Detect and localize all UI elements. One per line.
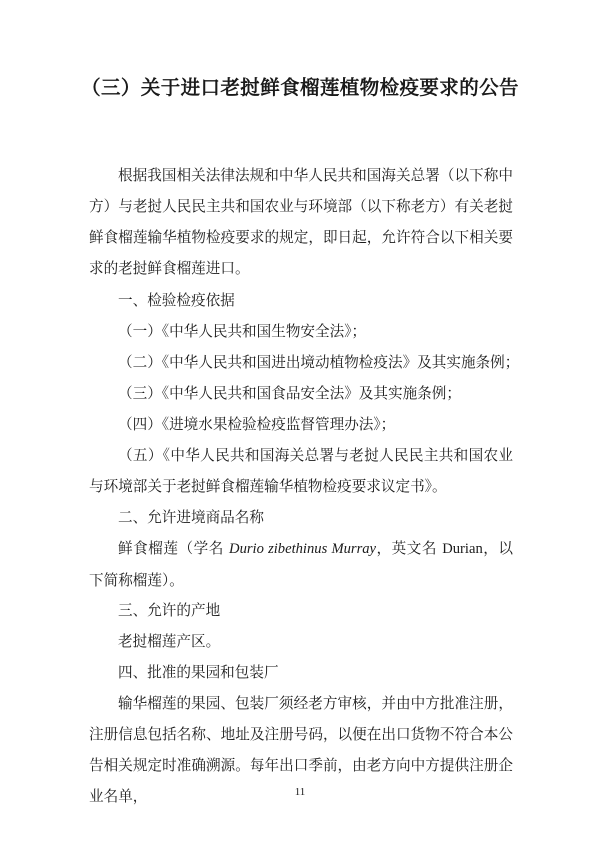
section-heading-product: 二、允许进境商品名称 <box>118 509 264 526</box>
basis-item-5: （五）《中华人民共和国海关总署与老挝人民民主共和国农业与环境部关于老挝鲜食榴莲输华植物检疫要求议定书》。 <box>89 447 513 495</box>
orchards-paragraph: 输华榴莲的果园、包装厂须经老方审核，并由中方批准注册，注册信息包括名称、地址及注册号码，以便在出口货物不符合本公告相关规定时准确溯源。每年出口季前，由老方向中方提供注册企业名单， <box>89 695 513 805</box>
page-number: 11 <box>294 786 306 798</box>
origin-text: 老挝榴莲产区。 <box>118 633 221 650</box>
product-scientific-name: Durio zibethinus Murray <box>229 541 377 557</box>
product-prefix: 鲜食榴莲（学名 <box>118 540 230 557</box>
basis-item-2: （二）《中华人民共和国进出境动植物检疫法》及其实施条例； <box>118 354 520 371</box>
document-title: （三）关于进口老挝鲜食榴莲植物检疫要求的公告 <box>81 76 519 99</box>
intro-paragraph: 根据我国相关法律法规和中华人民共和国海关总署（以下称中方）与老挝人民民主共和国农业与环境部（以下称老方）有关老挝鲜食榴莲输华植物检疫要求的规定，即日起，允许符合以下相关要求的老挝鲜食榴莲进口。 <box>89 167 513 277</box>
basis-item-3: （三）《中华人民共和国食品安全法》及其实施条例； <box>118 385 461 402</box>
section-heading-origin: 三、允许的产地 <box>118 602 221 619</box>
section-heading-orchards: 四、批准的果园和包装厂 <box>118 664 279 681</box>
product-paragraph <box>89 533 513 596</box>
product-suffix: ，以下简称榴莲）。 <box>89 540 513 589</box>
product-mid: ，英文名 <box>376 540 443 557</box>
section-heading-basis: 一、检验检疫依据 <box>118 292 235 309</box>
basis-item-1: （一）《中华人民共和国生物安全法》； <box>118 323 367 340</box>
basis-item-4: （四）《进境水果检验检疫监督管理办法》； <box>118 416 396 433</box>
product-english-name: Durian <box>442 541 483 557</box>
